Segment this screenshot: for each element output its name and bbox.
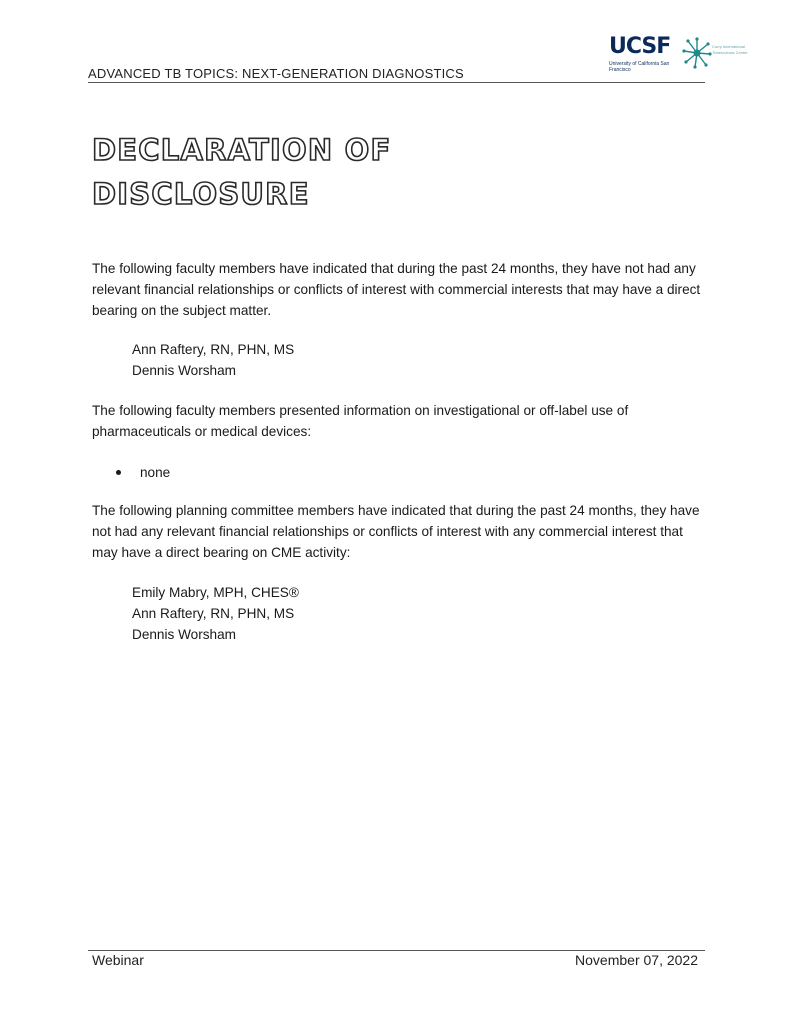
starburst-icon — [682, 36, 712, 70]
list-item-label: none — [140, 465, 171, 480]
off-label-paragraph: The following faculty members presented information on investigational or off-label use of pharmaceuticals or medical devices: — [92, 403, 629, 439]
faculty-disclosure-paragraph: The following faculty members have indicated that during the past 24 months, they have not had any relevant financial relationships or conflicts of interest with commercial interests that may have a direct bearing on the subject matter. — [92, 261, 701, 318]
planning-committee-paragraph: The following planning committee members have indicated that during the past 24 months, they have not had any relevant financial relationships or conflicts of interest with any commercial interest that may have a direct bearing on CME activity: — [92, 503, 700, 560]
page-title-line-1: DECLARATION OF — [92, 133, 392, 167]
faculty-names-list — [132, 339, 294, 381]
page-title — [92, 128, 492, 216]
list-item: Ann Raftery, RN, PHN, MS — [132, 342, 295, 357]
list-item — [116, 462, 170, 483]
footer-divider — [88, 950, 705, 951]
list-item: Emily Mabry, MPH, CHES® — [132, 585, 299, 600]
ucsf-logo-mark: UCSF — [609, 34, 671, 59]
bullet-icon — [116, 470, 121, 475]
header-divider — [88, 82, 705, 83]
list-item: Dennis Worsham — [132, 627, 237, 642]
footer-event-type: Webinar — [92, 952, 144, 968]
center-logo-text: Curry International Tuberculosis Center — [712, 44, 748, 55]
page-title-line-2: DISCLOSURE — [92, 177, 310, 211]
list-item: Dennis Worsham — [132, 363, 237, 378]
ucsf-logo — [609, 36, 679, 82]
off-label-list — [116, 462, 170, 483]
ucsf-logo-subtitle: University of California San Francisco — [609, 61, 670, 73]
header-title: ADVANCED TB TOPICS: NEXT-GENERATION DIAGNOSTICS — [88, 66, 464, 81]
center-logo — [682, 36, 754, 76]
list-item: Ann Raftery, RN, PHN, MS — [132, 606, 295, 621]
committee-names-list — [132, 582, 299, 645]
footer-date: November 07, 2022 — [575, 952, 698, 968]
